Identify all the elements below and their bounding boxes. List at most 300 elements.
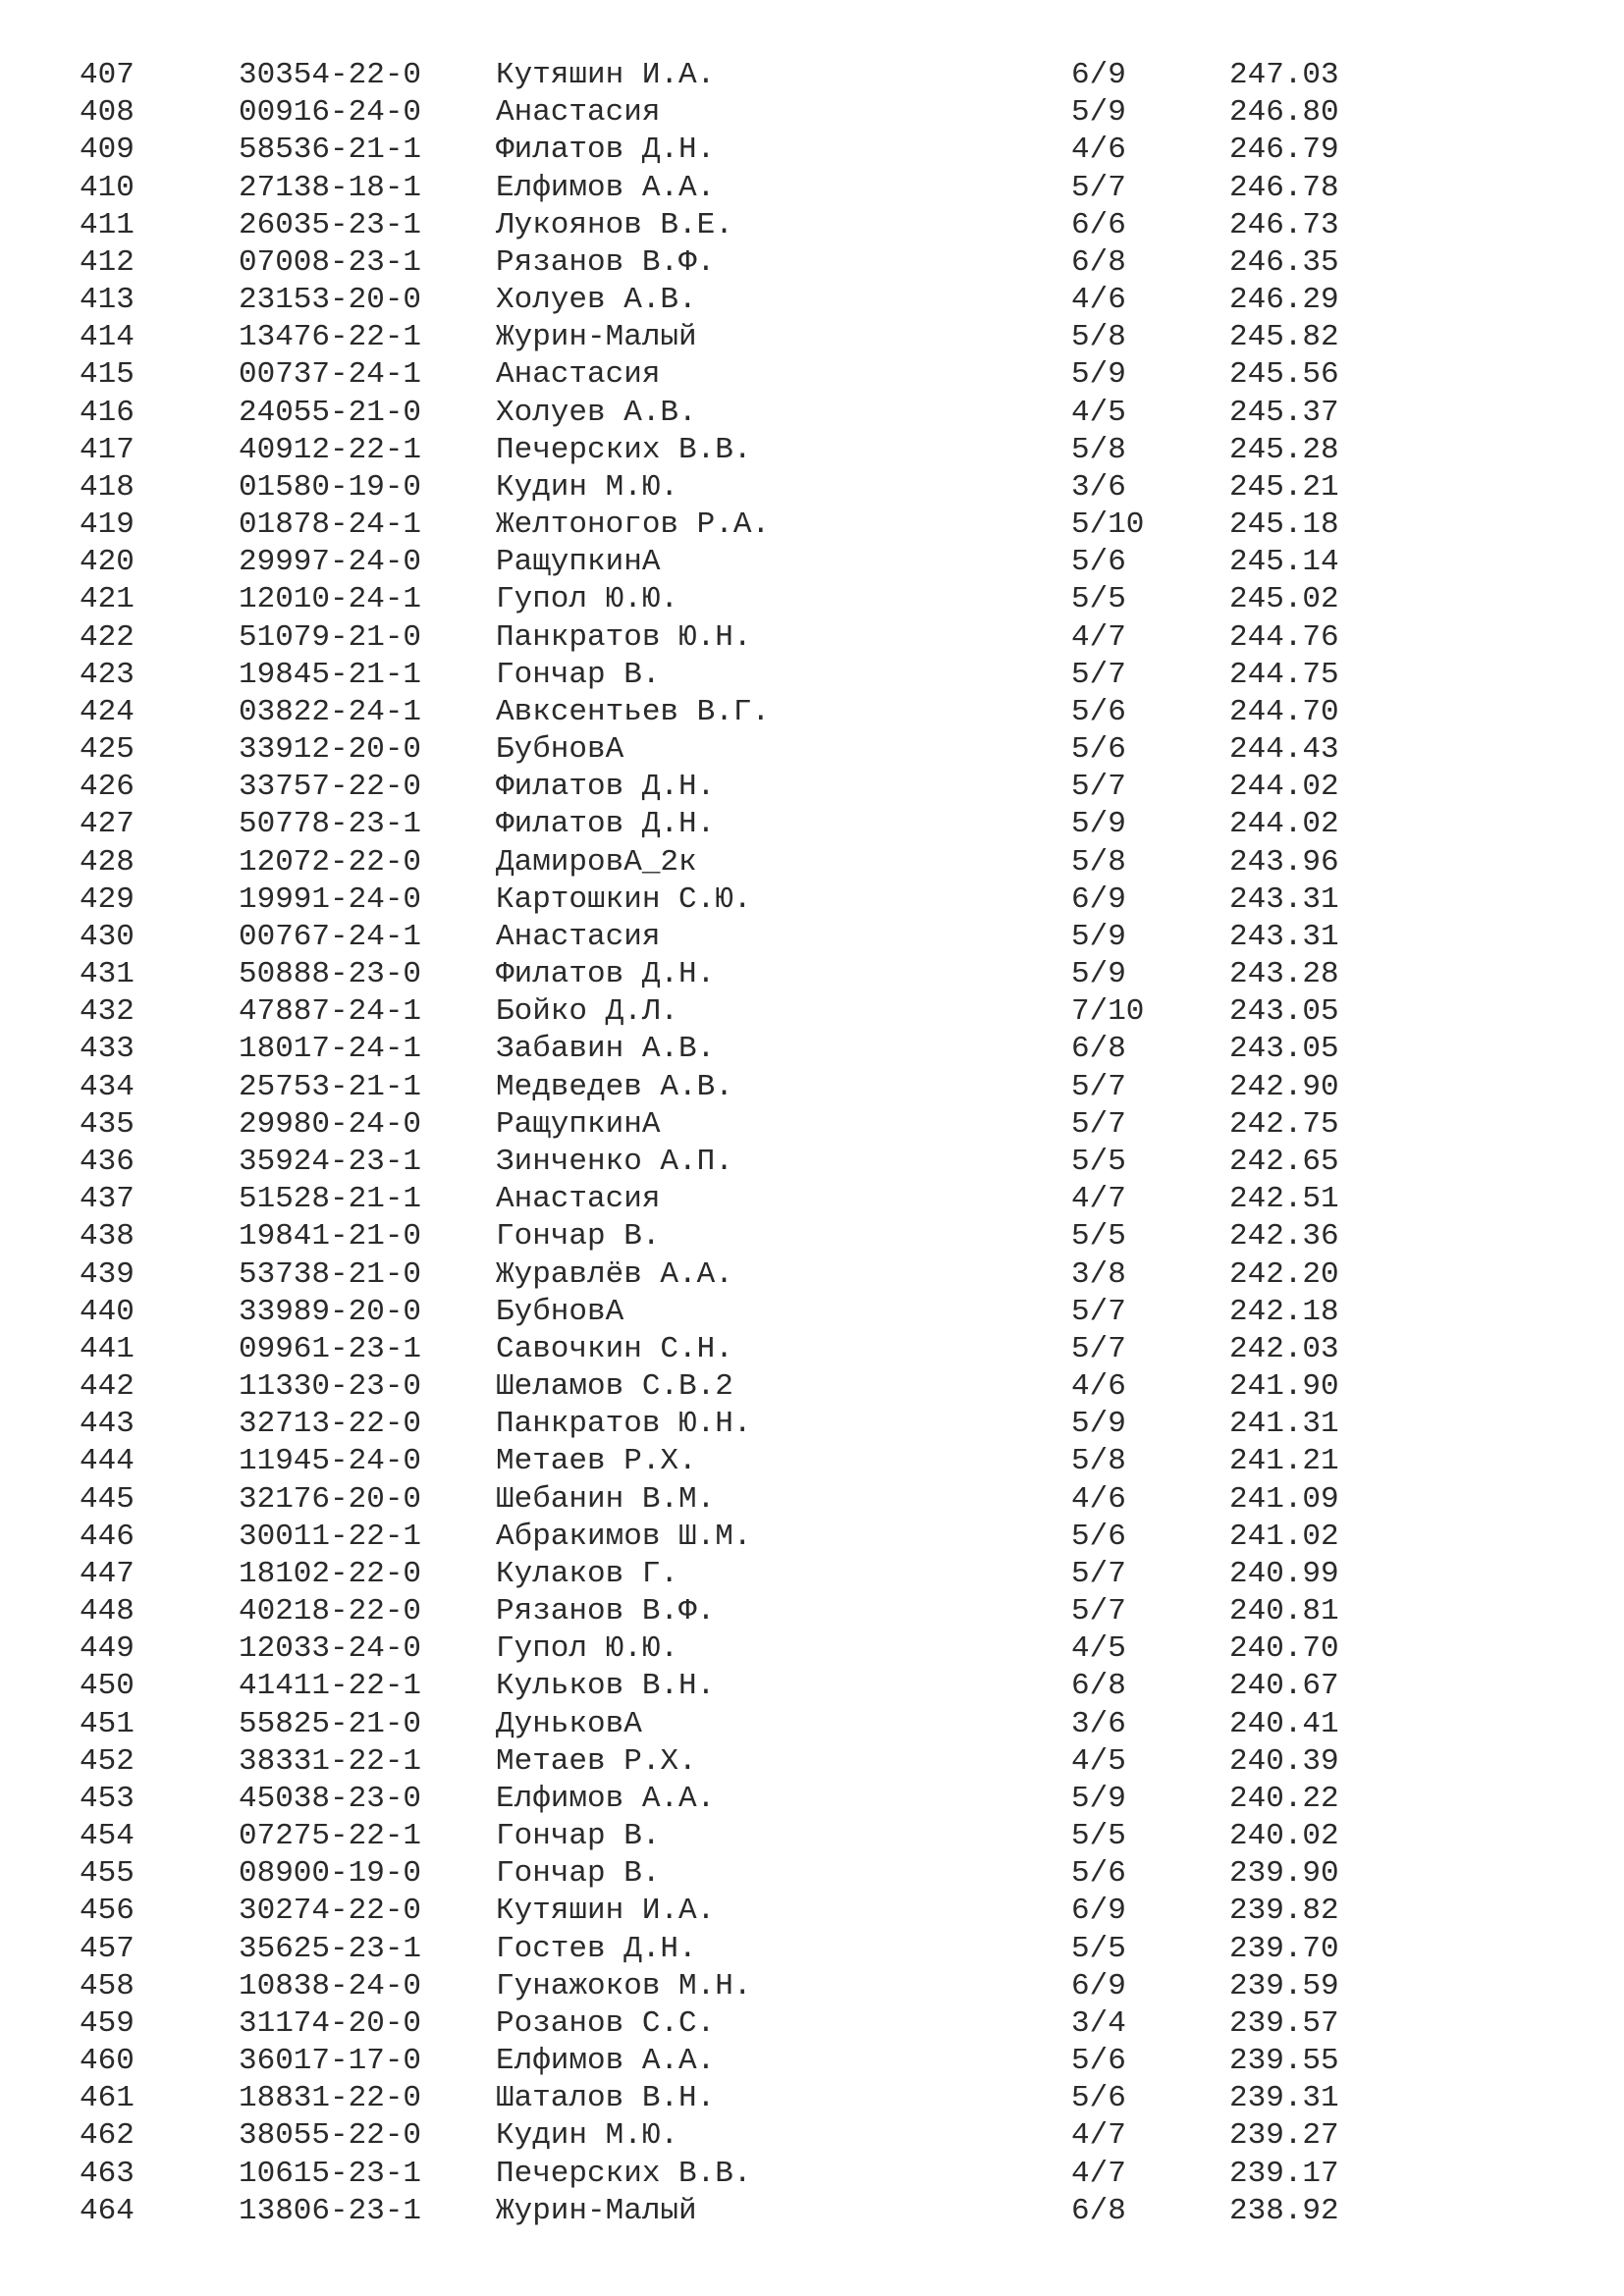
row-score: 241.31 xyxy=(1229,1407,1339,1442)
table-row xyxy=(80,319,1356,356)
table-row xyxy=(80,1556,1356,1593)
row-score: 245.18 xyxy=(1229,507,1339,543)
row-rank: 443 xyxy=(80,1407,135,1442)
row-name: Желтоногов Р.А. xyxy=(496,507,771,543)
table-row xyxy=(80,1931,1356,1968)
row-name: Кулаков Г. xyxy=(496,1556,679,1591)
row-score: 240.81 xyxy=(1229,1594,1339,1629)
table-row xyxy=(80,731,1356,769)
row-ratio: 5/9 xyxy=(1071,95,1126,131)
row-score: 239.57 xyxy=(1229,2005,1339,2041)
row-score: 242.03 xyxy=(1229,1331,1339,1366)
row-rank: 410 xyxy=(80,170,135,205)
row-score: 246.79 xyxy=(1229,133,1339,168)
table-row xyxy=(80,657,1356,694)
row-id: 10838-24-0 xyxy=(239,1968,422,2003)
table-row xyxy=(80,1743,1356,1781)
row-ratio: 4/5 xyxy=(1071,395,1126,430)
row-id: 32713-22-0 xyxy=(239,1407,422,1442)
row-ratio: 5/10 xyxy=(1071,507,1145,543)
row-name: Кутяшин И.А. xyxy=(496,58,716,92)
row-id: 19845-21-1 xyxy=(239,657,422,692)
row-id: 30011-22-1 xyxy=(239,1519,422,1554)
table-row xyxy=(80,1106,1356,1144)
table-row xyxy=(80,881,1356,919)
row-ratio: 5/7 xyxy=(1071,1594,1126,1629)
row-score: 242.65 xyxy=(1229,1144,1339,1179)
row-ratio: 6/8 xyxy=(1071,1032,1126,1067)
row-score: 241.02 xyxy=(1229,1519,1339,1554)
row-rank: 421 xyxy=(80,582,135,617)
row-rank: 417 xyxy=(80,432,135,467)
table-row xyxy=(80,1406,1356,1443)
row-score: 244.43 xyxy=(1229,732,1339,768)
row-ratio: 5/5 xyxy=(1071,1219,1126,1255)
row-rank: 436 xyxy=(80,1144,135,1179)
row-score: 239.59 xyxy=(1229,1968,1339,2003)
row-rank: 420 xyxy=(80,545,135,580)
table-row xyxy=(80,1331,1356,1368)
row-rank: 427 xyxy=(80,807,135,842)
table-row xyxy=(80,1781,1356,1818)
table-row xyxy=(80,1256,1356,1294)
row-rank: 450 xyxy=(80,1669,135,1704)
row-name: Елфимов А.А. xyxy=(496,1781,716,1816)
row-score: 244.76 xyxy=(1229,619,1339,655)
row-id: 24055-21-0 xyxy=(239,395,422,430)
row-id: 33912-20-0 xyxy=(239,732,422,768)
row-name: Кудин М.Ю. xyxy=(496,469,679,505)
row-ratio: 5/6 xyxy=(1071,1519,1126,1554)
row-rank: 455 xyxy=(80,1856,135,1892)
row-rank: 447 xyxy=(80,1556,135,1591)
row-score: 243.28 xyxy=(1229,957,1339,992)
row-name: Филатов Д.Н. xyxy=(496,133,716,168)
row-score: 243.05 xyxy=(1229,994,1339,1030)
row-name: Шаталов В.Н. xyxy=(496,2081,716,2116)
table-row xyxy=(80,956,1356,993)
row-id: 50778-23-1 xyxy=(239,807,422,842)
row-name: Журин-Малый xyxy=(496,320,697,355)
row-score: 247.03 xyxy=(1229,58,1339,92)
table-row xyxy=(80,2043,1356,2080)
row-rank: 457 xyxy=(80,1931,135,1966)
row-score: 245.28 xyxy=(1229,432,1339,467)
row-name: Метаев Р.Х. xyxy=(496,1444,697,1479)
row-rank: 448 xyxy=(80,1594,135,1629)
table-row xyxy=(80,694,1356,731)
row-ratio: 5/6 xyxy=(1071,2081,1126,2116)
row-rank: 464 xyxy=(80,2193,135,2228)
row-ratio: 5/9 xyxy=(1071,1781,1126,1816)
row-id: 41411-22-1 xyxy=(239,1669,422,1704)
row-score: 245.37 xyxy=(1229,395,1339,430)
table-row xyxy=(80,1706,1356,1743)
row-rank: 432 xyxy=(80,994,135,1030)
row-ratio: 5/5 xyxy=(1071,1931,1126,1966)
row-score: 242.20 xyxy=(1229,1256,1339,1292)
row-ratio: 6/8 xyxy=(1071,244,1126,280)
row-score: 239.27 xyxy=(1229,2118,1339,2154)
row-ratio: 6/8 xyxy=(1071,1669,1126,1704)
row-score: 240.70 xyxy=(1229,1631,1339,1667)
table-row xyxy=(80,581,1356,618)
row-name: Лукоянов В.Е. xyxy=(496,207,733,242)
row-score: 245.02 xyxy=(1229,582,1339,617)
table-row xyxy=(80,544,1356,581)
row-rank: 414 xyxy=(80,320,135,355)
row-rank: 434 xyxy=(80,1069,135,1104)
row-id: 55825-21-0 xyxy=(239,1706,422,1741)
row-score: 246.80 xyxy=(1229,95,1339,131)
row-score: 240.22 xyxy=(1229,1781,1339,1816)
row-name: Гунажоков М.Н. xyxy=(496,1968,752,2003)
row-name: Авксентьев В.Г. xyxy=(496,694,771,729)
row-score: 240.99 xyxy=(1229,1556,1339,1591)
row-score: 239.17 xyxy=(1229,2156,1339,2191)
row-id: 45038-23-0 xyxy=(239,1781,422,1816)
row-name: ДамировА_2к xyxy=(496,844,697,880)
row-rank: 412 xyxy=(80,244,135,280)
row-score: 239.90 xyxy=(1229,1856,1339,1892)
row-rank: 456 xyxy=(80,1894,135,1929)
row-ratio: 5/6 xyxy=(1071,545,1126,580)
row-rank: 440 xyxy=(80,1294,135,1329)
row-score: 246.73 xyxy=(1229,207,1339,242)
row-ratio: 4/6 xyxy=(1071,1481,1126,1517)
results-list xyxy=(80,57,1356,2230)
row-score: 246.29 xyxy=(1229,283,1339,318)
row-score: 238.92 xyxy=(1229,2193,1339,2228)
row-name: Гупол Ю.Ю. xyxy=(496,1631,679,1667)
row-id: 19841-21-0 xyxy=(239,1219,422,1255)
row-score: 242.51 xyxy=(1229,1182,1339,1217)
table-row xyxy=(80,1818,1356,1855)
row-score: 241.21 xyxy=(1229,1444,1339,1479)
row-rank: 422 xyxy=(80,619,135,655)
row-id: 38331-22-1 xyxy=(239,1743,422,1779)
row-score: 243.31 xyxy=(1229,919,1339,954)
row-rank: 444 xyxy=(80,1444,135,1479)
row-id: 18017-24-1 xyxy=(239,1032,422,1067)
row-id: 13476-22-1 xyxy=(239,320,422,355)
table-row xyxy=(80,1368,1356,1406)
table-row xyxy=(80,469,1356,507)
row-rank: 451 xyxy=(80,1706,135,1741)
row-score: 244.02 xyxy=(1229,770,1339,805)
row-rank: 408 xyxy=(80,95,135,131)
row-ratio: 5/7 xyxy=(1071,1106,1126,1142)
row-name: Гончар В. xyxy=(496,1219,661,1255)
row-ratio: 5/7 xyxy=(1071,770,1126,805)
row-rank: 454 xyxy=(80,1819,135,1854)
row-id: 38055-22-0 xyxy=(239,2118,422,2154)
row-ratio: 5/9 xyxy=(1071,807,1126,842)
row-name: Кульков В.Н. xyxy=(496,1669,716,1704)
row-id: 51079-21-0 xyxy=(239,619,422,655)
row-id: 23153-20-0 xyxy=(239,283,422,318)
row-id: 01878-24-1 xyxy=(239,507,422,543)
table-row xyxy=(80,170,1356,207)
row-id: 13806-23-1 xyxy=(239,2193,422,2228)
row-name: Шеламов С.В.2 xyxy=(496,1369,733,1405)
row-id: 12033-24-0 xyxy=(239,1631,422,1667)
table-row xyxy=(80,282,1356,319)
table-row xyxy=(80,507,1356,544)
row-name: Медведев А.В. xyxy=(496,1069,733,1104)
row-id: 11945-24-0 xyxy=(239,1444,422,1479)
row-ratio: 5/9 xyxy=(1071,357,1126,393)
row-name: Гостев Д.Н. xyxy=(496,1931,697,1966)
row-ratio: 6/9 xyxy=(1071,1894,1126,1929)
row-ratio: 5/7 xyxy=(1071,170,1126,205)
row-ratio: 5/5 xyxy=(1071,582,1126,617)
table-row xyxy=(80,1031,1356,1068)
row-id: 51528-21-1 xyxy=(239,1182,422,1217)
table-row xyxy=(80,2156,1356,2193)
row-score: 244.70 xyxy=(1229,694,1339,729)
row-rank: 407 xyxy=(80,58,135,92)
row-rank: 439 xyxy=(80,1256,135,1292)
row-ratio: 6/8 xyxy=(1071,2193,1126,2228)
row-id: 33757-22-0 xyxy=(239,770,422,805)
row-id: 07275-22-1 xyxy=(239,1819,422,1854)
row-ratio: 5/7 xyxy=(1071,1556,1126,1591)
row-ratio: 6/9 xyxy=(1071,1968,1126,2003)
row-name: Зинченко А.П. xyxy=(496,1144,733,1179)
row-score: 241.09 xyxy=(1229,1481,1339,1517)
row-ratio: 6/6 xyxy=(1071,207,1126,242)
row-score: 245.14 xyxy=(1229,545,1339,580)
row-score: 240.41 xyxy=(1229,1706,1339,1741)
row-ratio: 4/5 xyxy=(1071,1631,1126,1667)
row-id: 00916-24-0 xyxy=(239,95,422,131)
row-id: 12010-24-1 xyxy=(239,582,422,617)
row-ratio: 6/9 xyxy=(1071,881,1126,917)
row-rank: 452 xyxy=(80,1743,135,1779)
row-ratio: 4/7 xyxy=(1071,619,1126,655)
row-ratio: 5/6 xyxy=(1071,732,1126,768)
row-rank: 460 xyxy=(80,2044,135,2079)
row-ratio: 5/7 xyxy=(1071,1069,1126,1104)
row-score: 242.90 xyxy=(1229,1069,1339,1104)
row-id: 29980-24-0 xyxy=(239,1106,422,1142)
row-name: Рязанов В.Ф. xyxy=(496,1594,716,1629)
row-name: Розанов С.С. xyxy=(496,2005,716,2041)
row-ratio: 6/9 xyxy=(1071,58,1126,92)
row-ratio: 5/5 xyxy=(1071,1819,1126,1854)
row-id: 29997-24-0 xyxy=(239,545,422,580)
row-score: 245.56 xyxy=(1229,357,1339,393)
row-score: 243.31 xyxy=(1229,881,1339,917)
table-row xyxy=(80,1968,1356,2005)
row-score: 240.39 xyxy=(1229,1743,1339,1779)
row-name: Метаев Р.Х. xyxy=(496,1743,697,1779)
table-row xyxy=(80,207,1356,244)
row-id: 07008-23-1 xyxy=(239,244,422,280)
row-rank: 409 xyxy=(80,133,135,168)
row-rank: 411 xyxy=(80,207,135,242)
row-ratio: 7/10 xyxy=(1071,994,1145,1030)
row-id: 09961-23-1 xyxy=(239,1331,422,1366)
row-id: 35625-23-1 xyxy=(239,1931,422,1966)
row-name: Забавин А.В. xyxy=(496,1032,716,1067)
row-rank: 423 xyxy=(80,657,135,692)
row-ratio: 4/7 xyxy=(1071,2156,1126,2191)
row-id: 03822-24-1 xyxy=(239,694,422,729)
row-id: 30354-22-0 xyxy=(239,58,422,92)
row-rank: 449 xyxy=(80,1631,135,1667)
row-name: Гупол Ю.Ю. xyxy=(496,582,679,617)
row-rank: 413 xyxy=(80,283,135,318)
table-row xyxy=(80,57,1356,94)
row-ratio: 5/6 xyxy=(1071,2044,1126,2079)
row-score: 246.78 xyxy=(1229,170,1339,205)
row-name: Шебанин В.М. xyxy=(496,1481,716,1517)
row-ratio: 3/8 xyxy=(1071,1256,1126,1292)
row-score: 243.96 xyxy=(1229,844,1339,880)
row-ratio: 5/8 xyxy=(1071,432,1126,467)
row-name: Анастасия xyxy=(496,919,661,954)
row-rank: 437 xyxy=(80,1182,135,1217)
row-score: 242.75 xyxy=(1229,1106,1339,1142)
row-rank: 430 xyxy=(80,919,135,954)
row-id: 32176-20-0 xyxy=(239,1481,422,1517)
table-row xyxy=(80,395,1356,432)
row-rank: 429 xyxy=(80,881,135,917)
table-row xyxy=(80,1519,1356,1556)
row-id: 50888-23-0 xyxy=(239,957,422,992)
row-id: 35924-23-1 xyxy=(239,1144,422,1179)
table-row xyxy=(80,919,1356,956)
row-id: 12072-22-0 xyxy=(239,844,422,880)
row-rank: 441 xyxy=(80,1331,135,1366)
table-row xyxy=(80,94,1356,132)
row-rank: 419 xyxy=(80,507,135,543)
row-name: Филатов Д.Н. xyxy=(496,807,716,842)
table-row xyxy=(80,1593,1356,1630)
row-name: Картошкин С.Ю. xyxy=(496,881,752,917)
table-row xyxy=(80,619,1356,657)
row-name: Журавлёв А.А. xyxy=(496,1256,733,1292)
row-rank: 431 xyxy=(80,957,135,992)
row-score: 240.67 xyxy=(1229,1669,1339,1704)
row-id: 27138-18-1 xyxy=(239,170,422,205)
table-row xyxy=(80,1144,1356,1181)
row-rank: 425 xyxy=(80,732,135,768)
row-id: 33989-20-0 xyxy=(239,1294,422,1329)
row-name: Гончар В. xyxy=(496,1819,661,1854)
table-row xyxy=(80,844,1356,881)
row-rank: 416 xyxy=(80,395,135,430)
table-row xyxy=(80,244,1356,282)
row-name: Панкратов Ю.Н. xyxy=(496,619,752,655)
table-row xyxy=(80,1668,1356,1705)
row-id: 40912-22-1 xyxy=(239,432,422,467)
row-name: Панкратов Ю.Н. xyxy=(496,1407,752,1442)
row-id: 01580-19-0 xyxy=(239,469,422,505)
row-name: Гончар В. xyxy=(496,1856,661,1892)
table-row xyxy=(80,1443,1356,1480)
row-score: 245.82 xyxy=(1229,320,1339,355)
row-id: 40218-22-0 xyxy=(239,1594,422,1629)
row-id: 53738-21-0 xyxy=(239,1256,422,1292)
row-ratio: 5/8 xyxy=(1071,844,1126,880)
row-score: 246.35 xyxy=(1229,244,1339,280)
row-score: 241.90 xyxy=(1229,1369,1339,1405)
table-row xyxy=(80,432,1356,469)
row-name: Елфимов А.А. xyxy=(496,170,716,205)
row-name: Филатов Д.Н. xyxy=(496,770,716,805)
table-row xyxy=(80,2117,1356,2155)
row-ratio: 4/5 xyxy=(1071,1743,1126,1779)
row-name: Абракимов Ш.М. xyxy=(496,1519,752,1554)
row-score: 239.70 xyxy=(1229,1931,1339,1966)
row-name: Кудин М.Ю. xyxy=(496,2118,679,2154)
row-ratio: 3/6 xyxy=(1071,1706,1126,1741)
row-name: Бойко Д.Л. xyxy=(496,994,679,1030)
row-ratio: 3/4 xyxy=(1071,2005,1126,2041)
row-id: 31174-20-0 xyxy=(239,2005,422,2041)
row-name: РащупкинА xyxy=(496,545,661,580)
row-name: БубновА xyxy=(496,1294,624,1329)
row-ratio: 5/7 xyxy=(1071,1294,1126,1329)
row-rank: 433 xyxy=(80,1032,135,1067)
row-ratio: 4/7 xyxy=(1071,2118,1126,2154)
row-rank: 435 xyxy=(80,1106,135,1142)
table-row xyxy=(80,1294,1356,1331)
table-row xyxy=(80,1893,1356,1930)
row-name: Печерских В.В. xyxy=(496,2156,752,2191)
row-score: 240.02 xyxy=(1229,1819,1339,1854)
row-id: 19991-24-0 xyxy=(239,881,422,917)
row-ratio: 5/9 xyxy=(1071,919,1126,954)
row-score: 242.36 xyxy=(1229,1219,1339,1255)
table-row xyxy=(80,1630,1356,1668)
row-id: 47887-24-1 xyxy=(239,994,422,1030)
row-id: 30274-22-0 xyxy=(239,1894,422,1929)
table-row xyxy=(80,2193,1356,2230)
row-name: Анастасия xyxy=(496,1182,661,1217)
row-name: Холуев А.В. xyxy=(496,395,697,430)
row-ratio: 5/5 xyxy=(1071,1144,1126,1179)
row-score: 245.21 xyxy=(1229,469,1339,505)
table-row xyxy=(80,1181,1356,1218)
row-rank: 428 xyxy=(80,844,135,880)
row-rank: 446 xyxy=(80,1519,135,1554)
row-name: Гончар В. xyxy=(496,657,661,692)
row-ratio: 5/8 xyxy=(1071,1444,1126,1479)
row-rank: 461 xyxy=(80,2081,135,2116)
row-id: 08900-19-0 xyxy=(239,1856,422,1892)
row-ratio: 3/6 xyxy=(1071,469,1126,505)
table-row xyxy=(80,1218,1356,1255)
row-id: 00737-24-1 xyxy=(239,357,422,393)
row-score: 239.55 xyxy=(1229,2044,1339,2079)
row-ratio: 5/7 xyxy=(1071,1331,1126,1366)
row-name: Печерских В.В. xyxy=(496,432,752,467)
row-name: Холуев А.В. xyxy=(496,283,697,318)
row-ratio: 4/6 xyxy=(1071,1369,1126,1405)
row-id: 36017-17-0 xyxy=(239,2044,422,2079)
row-name: Филатов Д.Н. xyxy=(496,957,716,992)
row-name: Савочкин С.Н. xyxy=(496,1331,733,1366)
row-id: 26035-23-1 xyxy=(239,207,422,242)
row-rank: 453 xyxy=(80,1781,135,1816)
row-rank: 415 xyxy=(80,357,135,393)
table-row xyxy=(80,2080,1356,2117)
row-rank: 426 xyxy=(80,770,135,805)
